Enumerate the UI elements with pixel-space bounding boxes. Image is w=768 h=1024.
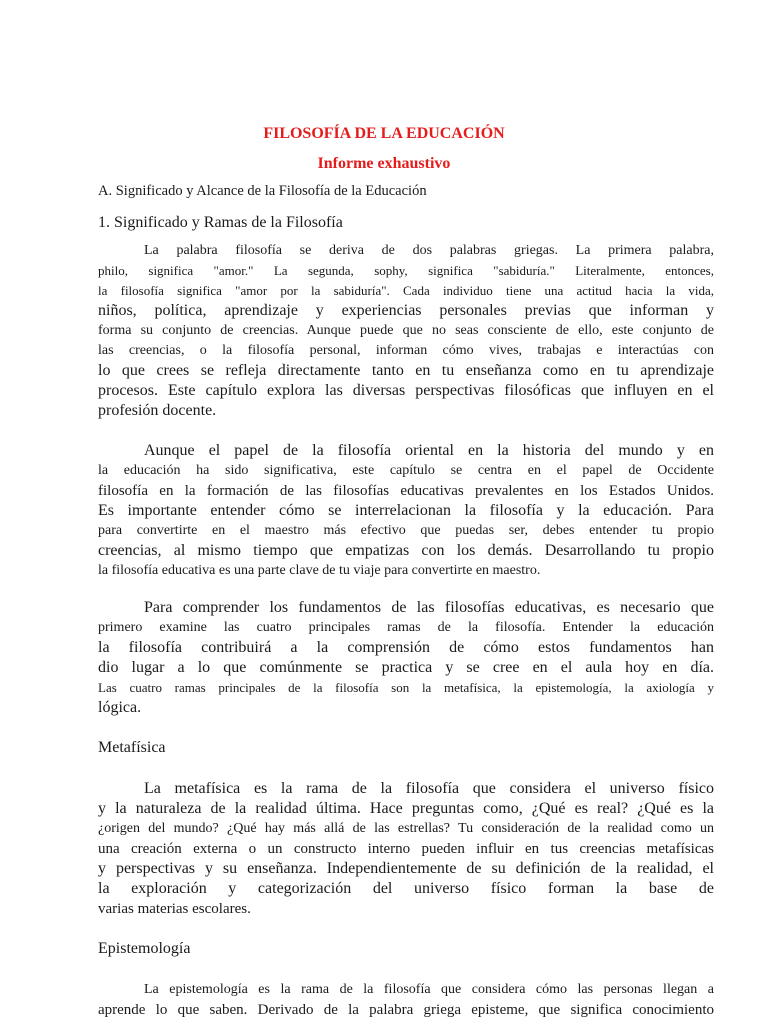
text-line: Las cuatro ramas principales de la filosofía son la metafísica, la epistemología, la axiología y — [98, 680, 714, 695]
text-line: la filosofía contribuirá a la comprensión de cómo estos fundamentos han — [98, 639, 714, 656]
text-line: la filosofía educativa es una parte clave de tu viaje para convertirte en maestro. — [98, 563, 541, 578]
text-line: philo, significa "amor." La segunda, sophy, significa "sabiduría." Literalmente, entonces, — [98, 263, 714, 278]
text-line: profesión docente. — [98, 402, 217, 419]
paragraph-four-branches — [98, 598, 714, 718]
text-line: forma su conjunto de creencias. Aunque puede que no seas consciente de ello, este conjunto de — [98, 323, 714, 338]
epistemologia-heading: Epistemología — [98, 940, 191, 957]
text-line: lógica. — [98, 699, 142, 716]
text-line: varias materias escolares. — [98, 901, 251, 917]
text-line: la exploración y categorización del universo físico forman la base de — [98, 880, 714, 897]
text-line: la educación ha sido significativa, este capítulo se centra en el papel de Occidente — [98, 463, 714, 478]
text-line: Es importante entender cómo se interrelacionan la filosofía y la educación. Para — [98, 502, 714, 519]
text-line: filosofía en la formación de las filosofías educativas prevalentes en los Estados Unidos. — [98, 483, 714, 499]
text-line: para convertirte en el maestro más efectivo que puedas ser, debes entender tu propio — [98, 523, 714, 538]
text-line: la filosofía significa "amor por la sabiduría". Cada individuo tiene una actitud hacia la vida, — [98, 283, 714, 298]
text-line: y perspectivas y su enseñanza. Independientemente de su definición de la realidad, el — [98, 860, 714, 877]
text-line: las creencias, o la filosofía personal, informan cómo vives, trabajas e interactúas con — [98, 343, 714, 358]
text-line: creencias, al mismo tiempo que empatizas con los demás. Desarrollando tu propio — [98, 542, 714, 559]
section-a-heading: A. Significado y Alcance de la Filosofía de la Educación — [98, 183, 427, 199]
text-line: Aunque el papel de la filosofía oriental en la historia del mundo y en — [144, 442, 714, 459]
text-line: procesos. Este capítulo explora las diversas perspectivas filosóficas que influyen en el — [98, 382, 714, 399]
paragraph-philosophy-meaning — [98, 241, 714, 421]
document-title: FILOSOFÍA DE LA EDUCACIÓN — [263, 125, 505, 142]
metafisica-heading: Metafísica — [98, 739, 166, 756]
text-line: y la naturaleza de la realidad última. Hace preguntas como, ¿Qué es real? ¿Qué es la — [98, 800, 714, 817]
text-line: La metafísica es la rama de la filosofía que considera el universo físico — [144, 780, 714, 797]
text-line: aprende lo que saben. Derivado de la palabra griega episteme, que significa conocimiento — [98, 1002, 714, 1018]
section-1-heading: 1. Significado y Ramas de la Filosofía — [98, 214, 343, 231]
text-line: dio lugar a lo que comúnmente se practica y se cree en el aula hoy en día. — [98, 659, 714, 676]
text-line: La palabra filosofía se deriva de dos palabras griegas. La primera palabra, — [144, 243, 714, 258]
text-line: lo que crees se refleja directamente tanto en tu enseñanza como en tu aprendizaje — [98, 362, 714, 379]
text-line: Para comprender los fundamentos de las filosofías educativas, es necesario que — [144, 599, 714, 616]
text-line: ¿origen del mundo? ¿Qué hay más allá de las estrellas? Tu consideración de la realidad como un — [98, 821, 714, 836]
text-line: primero examine las cuatro principales ramas de la filosofía. Entender la educación — [98, 620, 714, 635]
text-line: La epistemología es la rama de la filosofía que considera cómo las personas llegan a — [144, 982, 714, 997]
text-line: niños, política, aprendizaje y experiencias personales previas que informan y — [98, 302, 714, 319]
paragraph-epistemology — [98, 980, 714, 1020]
paragraph-eastern-western — [98, 441, 714, 581]
paragraph-metaphysics — [98, 779, 714, 919]
document-subtitle: Informe exhaustivo — [317, 155, 451, 172]
text-line: una creación externa o un constructo interno pueden influir en tus creencias metafísicas — [98, 841, 714, 857]
